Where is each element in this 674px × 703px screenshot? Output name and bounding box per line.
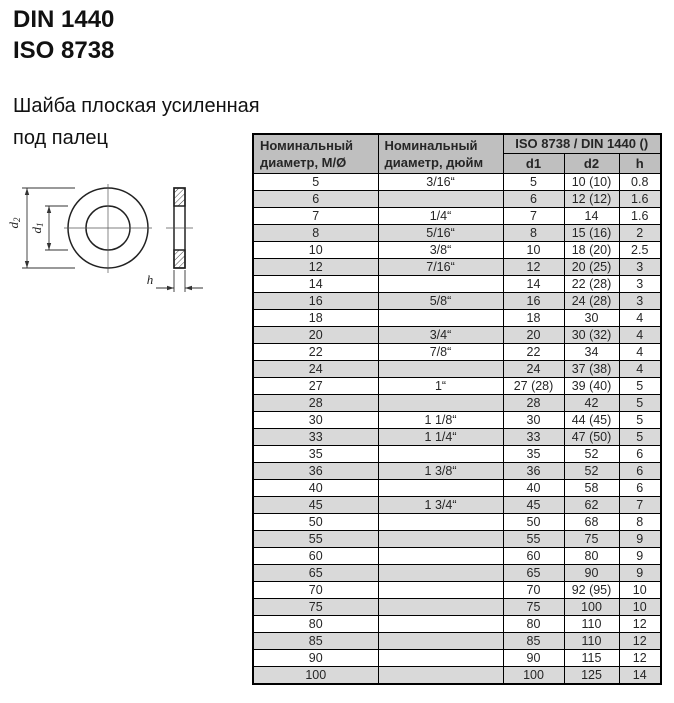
table-cell: 65 <box>503 565 564 582</box>
table-cell: 20 <box>503 327 564 344</box>
table-cell: 0.8 <box>619 174 661 191</box>
table-cell: 16 <box>503 293 564 310</box>
table-cell: 6 <box>619 480 661 497</box>
table-cell: 45 <box>503 497 564 514</box>
column-header-h: h <box>619 153 661 173</box>
table-cell <box>378 548 503 565</box>
table-cell <box>378 361 503 378</box>
table-cell: 42 <box>564 395 619 412</box>
table-cell: 55 <box>503 531 564 548</box>
table-row <box>253 174 661 191</box>
table-cell <box>378 310 503 327</box>
table-cell: 1 3/4“ <box>378 497 503 514</box>
table-cell: 9 <box>619 531 661 548</box>
table-row <box>253 191 661 208</box>
d1-dimension-label: d1 <box>29 222 45 234</box>
table-cell: 1 1/4“ <box>378 429 503 446</box>
section-hatch-top <box>174 188 185 206</box>
standard-iso-title: ISO 8738 <box>13 37 115 64</box>
table-cell: 1.6 <box>619 208 661 225</box>
table-cell: 18 (20) <box>564 242 619 259</box>
table-cell: 6 <box>619 446 661 463</box>
table-cell: 24 (28) <box>564 293 619 310</box>
table-cell: 36 <box>503 463 564 480</box>
table-row <box>253 259 661 276</box>
column-header-nominal-metric <box>253 134 378 174</box>
table-cell: 27 (28) <box>503 378 564 395</box>
table-row <box>253 429 661 446</box>
table-cell <box>378 276 503 293</box>
table-cell <box>378 667 503 685</box>
title-block <box>13 4 114 66</box>
table-cell <box>378 480 503 497</box>
standard-din-title: DIN 1440 <box>13 6 115 33</box>
table-cell: 110 <box>564 616 619 633</box>
table-row <box>253 548 661 565</box>
table-row <box>253 463 661 480</box>
table-cell: 3 <box>619 276 661 293</box>
washer-front-view <box>64 184 152 273</box>
table-row <box>253 514 661 531</box>
table-cell: 30 <box>503 412 564 429</box>
table-cell: 110 <box>564 633 619 650</box>
table-cell: 47 (50) <box>564 429 619 446</box>
table-cell: 18 <box>503 310 564 327</box>
table-cell: 75 <box>564 531 619 548</box>
table-cell: 65 <box>253 565 378 582</box>
table-row <box>253 242 661 259</box>
table-cell: 125 <box>564 667 619 685</box>
table-cell: 44 (45) <box>564 412 619 429</box>
table-cell: 40 <box>503 480 564 497</box>
table-cell: 35 <box>503 446 564 463</box>
table-cell: 50 <box>503 514 564 531</box>
table-cell <box>378 191 503 208</box>
table-row <box>253 276 661 293</box>
table-cell: 6 <box>619 463 661 480</box>
table-row <box>253 361 661 378</box>
table-cell: 80 <box>253 616 378 633</box>
section-hatch-bottom <box>174 250 185 268</box>
table-cell: 20 (25) <box>564 259 619 276</box>
table-cell <box>378 616 503 633</box>
table-cell: 15 (16) <box>564 225 619 242</box>
table-cell: 2.5 <box>619 242 661 259</box>
header-line: Номинальный <box>384 138 478 153</box>
table-cell <box>378 531 503 548</box>
table-cell: 90 <box>503 650 564 667</box>
table-cell: 5 <box>619 378 661 395</box>
table-row <box>253 395 661 412</box>
table-cell: 62 <box>564 497 619 514</box>
washer-technical-drawing <box>5 175 220 303</box>
table-cell: 4 <box>619 361 661 378</box>
table-cell: 5 <box>619 395 661 412</box>
column-header-nominal-inch <box>378 134 503 174</box>
table-cell: 10 (10) <box>564 174 619 191</box>
table-cell: 30 (32) <box>564 327 619 344</box>
table-cell: 14 <box>253 276 378 293</box>
table-cell: 75 <box>503 599 564 616</box>
table-cell: 100 <box>253 667 378 685</box>
table-row <box>253 497 661 514</box>
subtitle-line1: Шайба плоская усиленная <box>13 95 260 117</box>
table-cell: 5/8“ <box>378 293 503 310</box>
table-cell: 5 <box>619 429 661 446</box>
table-cell: 5/16“ <box>378 225 503 242</box>
d2-dimension-label: d2 <box>6 217 22 229</box>
header-line: диаметр, М/Ø <box>260 155 347 170</box>
table-cell: 8 <box>503 225 564 242</box>
table-cell: 3/8“ <box>378 242 503 259</box>
table-cell: 90 <box>253 650 378 667</box>
table-cell <box>378 565 503 582</box>
header-line: Номинальный <box>260 138 354 153</box>
table-cell: 37 (38) <box>564 361 619 378</box>
table-cell: 8 <box>619 514 661 531</box>
product-subtitle <box>13 90 260 154</box>
table-cell: 30 <box>253 412 378 429</box>
table-row <box>253 208 661 225</box>
table-cell <box>378 650 503 667</box>
table-cell: 12 <box>503 259 564 276</box>
table-cell: 22 (28) <box>564 276 619 293</box>
table-row <box>253 650 661 667</box>
table-cell: 10 <box>619 599 661 616</box>
table-cell: 7 <box>503 208 564 225</box>
table-row <box>253 412 661 429</box>
table-cell: 52 <box>564 463 619 480</box>
table-cell: 100 <box>564 599 619 616</box>
table-cell: 3 <box>619 293 661 310</box>
table-cell: 24 <box>253 361 378 378</box>
table-cell <box>378 514 503 531</box>
subtitle-line2: под палец <box>13 127 108 149</box>
table-cell: 7 <box>619 497 661 514</box>
table-cell: 100 <box>503 667 564 685</box>
table-cell: 52 <box>564 446 619 463</box>
table-cell: 4 <box>619 327 661 344</box>
table-row <box>253 225 661 242</box>
table-cell: 5 <box>503 174 564 191</box>
table-cell: 70 <box>503 582 564 599</box>
table-row <box>253 531 661 548</box>
table-cell: 39 (40) <box>564 378 619 395</box>
table-cell <box>378 395 503 412</box>
table-cell <box>378 599 503 616</box>
table-cell <box>378 582 503 599</box>
table-cell <box>378 446 503 463</box>
table-cell: 6 <box>503 191 564 208</box>
table-row <box>253 616 661 633</box>
table-cell: 90 <box>564 565 619 582</box>
table-cell: 9 <box>619 565 661 582</box>
table-cell: 1“ <box>378 378 503 395</box>
table-cell: 3/16“ <box>378 174 503 191</box>
table-cell: 85 <box>253 633 378 650</box>
table-cell: 28 <box>503 395 564 412</box>
table-cell: 68 <box>564 514 619 531</box>
table-cell: 33 <box>503 429 564 446</box>
table-cell: 1/4“ <box>378 208 503 225</box>
table-cell: 18 <box>253 310 378 327</box>
table-cell: 14 <box>503 276 564 293</box>
table-row <box>253 582 661 599</box>
table-cell: 92 (95) <box>564 582 619 599</box>
header-line: диаметр, дюйм <box>384 155 484 170</box>
table-cell: 3/4“ <box>378 327 503 344</box>
table-cell: 10 <box>503 242 564 259</box>
table-cell: 115 <box>564 650 619 667</box>
table-cell: 14 <box>564 208 619 225</box>
table-row <box>253 446 661 463</box>
table-cell: 7/8“ <box>378 344 503 361</box>
table-row <box>253 327 661 344</box>
table-cell: 40 <box>253 480 378 497</box>
table-cell: 12 (12) <box>564 191 619 208</box>
table-row <box>253 480 661 497</box>
table-row <box>253 293 661 310</box>
table-row <box>253 667 661 685</box>
table-cell: 1.6 <box>619 191 661 208</box>
table-cell: 60 <box>253 548 378 565</box>
h-dimension-label: h <box>146 272 154 287</box>
table-cell: 4 <box>619 344 661 361</box>
washer-side-section-view <box>166 188 193 268</box>
table-cell: 30 <box>564 310 619 327</box>
table-cell: 12 <box>619 616 661 633</box>
table-cell: 8 <box>253 225 378 242</box>
table-cell: 14 <box>619 667 661 685</box>
table-cell: 75 <box>253 599 378 616</box>
table-cell: 34 <box>564 344 619 361</box>
table-cell: 9 <box>619 548 661 565</box>
table-cell: 80 <box>503 616 564 633</box>
table-cell: 12 <box>253 259 378 276</box>
washer-dimensions-table <box>252 133 662 685</box>
table-cell: 12 <box>619 633 661 650</box>
table-cell: 7 <box>253 208 378 225</box>
table-cell: 60 <box>503 548 564 565</box>
table-cell <box>378 633 503 650</box>
table-cell: 55 <box>253 531 378 548</box>
table-cell: 1 3/8“ <box>378 463 503 480</box>
h-dimension <box>156 270 203 292</box>
table-row <box>253 344 661 361</box>
table-cell: 16 <box>253 293 378 310</box>
table-cell: 80 <box>564 548 619 565</box>
table-cell: 45 <box>253 497 378 514</box>
table-cell: 58 <box>564 480 619 497</box>
table-cell: 7/16“ <box>378 259 503 276</box>
column-header-d2: d2 <box>564 153 619 173</box>
column-header-d1: d1 <box>503 153 564 173</box>
table-cell: 6 <box>253 191 378 208</box>
table-cell: 5 <box>619 412 661 429</box>
table-cell: 50 <box>253 514 378 531</box>
table-cell: 36 <box>253 463 378 480</box>
table-body <box>253 174 661 685</box>
column-group-header-iso-din: ISO 8738 / DIN 1440 () <box>503 134 661 153</box>
table-cell: 70 <box>253 582 378 599</box>
table-cell: 5 <box>253 174 378 191</box>
table-cell: 28 <box>253 395 378 412</box>
table-row <box>253 565 661 582</box>
table-cell: 4 <box>619 310 661 327</box>
table-cell: 33 <box>253 429 378 446</box>
table-cell: 35 <box>253 446 378 463</box>
table-cell: 3 <box>619 259 661 276</box>
table-cell: 1 1/8“ <box>378 412 503 429</box>
table-row <box>253 310 661 327</box>
table-row <box>253 378 661 395</box>
table-cell: 22 <box>253 344 378 361</box>
table-row <box>253 633 661 650</box>
table-cell: 2 <box>619 225 661 242</box>
table-cell: 10 <box>619 582 661 599</box>
table-cell: 85 <box>503 633 564 650</box>
table-header <box>253 134 661 174</box>
table-cell: 24 <box>503 361 564 378</box>
table-cell: 10 <box>253 242 378 259</box>
table-cell: 27 <box>253 378 378 395</box>
table-cell: 22 <box>503 344 564 361</box>
table-cell: 20 <box>253 327 378 344</box>
table-cell: 12 <box>619 650 661 667</box>
table-row <box>253 599 661 616</box>
